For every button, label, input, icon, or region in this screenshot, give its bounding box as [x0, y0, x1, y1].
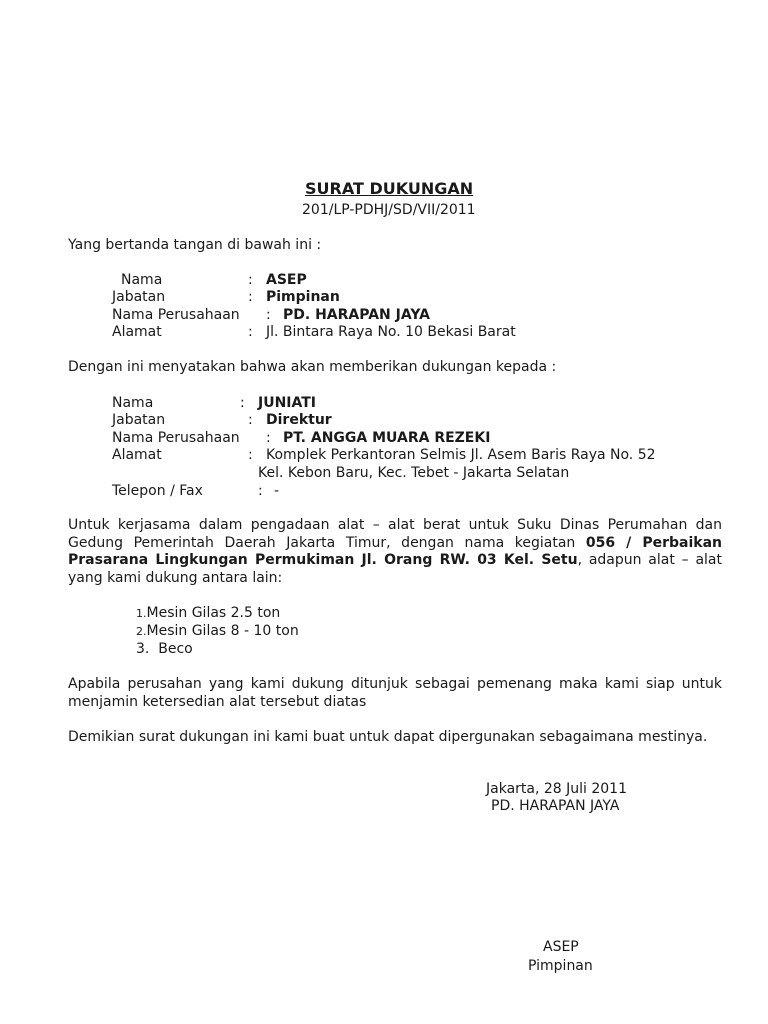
equipment-item: [136, 640, 193, 658]
recipient-address-label: Alamat: [112, 447, 162, 463]
recipient-position-label: Jabatan: [112, 412, 166, 428]
equipment-item: [136, 604, 280, 623]
equipment-item: [136, 622, 299, 641]
colon: :: [248, 324, 253, 340]
signature-company: PD. HARAPAN JAYA: [491, 798, 620, 814]
guarantee-paragraph: Apabila perusahan yang kami dukung ditunjuk sebagai pemenang maka kami siap untuk menjamin ketersedian alat tersebut diatas: [68, 676, 722, 710]
signer-name-label: Nama: [121, 272, 163, 288]
statement-text: Dengan ini menyatakan bahwa akan memberikan dukungan kepada :: [68, 359, 557, 375]
recipient-phone-label: Telepon / Fax: [112, 483, 203, 499]
activity-name: 056 / Perbaikan Prasarana Lingkungan Permukiman Jl. Orang RW. 03 Kel. Setu: [68, 534, 722, 569]
recipient-name-label: Nama: [112, 395, 154, 411]
recipient-company-label: Nama Perusahaan: [112, 430, 240, 446]
colon: :: [266, 430, 271, 446]
signer-company-label: Nama Perusahaan: [112, 307, 240, 323]
item-number: 3.: [136, 641, 150, 657]
colon: :: [248, 447, 253, 463]
signer-address: Jl. Bintara Raya No. 10 Bekasi Barat: [266, 324, 516, 340]
intro-text: Yang bertanda tangan di bawah ini :: [68, 237, 322, 253]
letter-title: SURAT DUKUNGAN: [305, 179, 474, 198]
item-label: Beco: [158, 641, 193, 657]
letter-number: 201/LP-PDHJ/SD/VII/2011: [302, 202, 476, 218]
signer-address-label: Alamat: [112, 324, 162, 340]
recipient-address-line2: Kel. Kebon Baru, Kec. Tebet - Jakarta Selatan: [258, 465, 570, 481]
colon: :: [266, 307, 271, 323]
colon: :: [240, 395, 245, 411]
colon: :: [258, 483, 263, 499]
closing-paragraph: Demikian surat dukungan ini kami buat untuk dapat dipergunakan sebagaimana mestinya.: [68, 729, 708, 745]
recipient-phone: -: [274, 483, 280, 499]
item-number: 1.: [136, 607, 147, 620]
item-number: 2.: [136, 625, 147, 638]
purpose-text-end: , adapun alat – alat yang kami dukung antara lain:: [68, 552, 722, 587]
item-label: Mesin Gilas 2.5 ton: [146, 605, 281, 621]
colon: :: [248, 412, 253, 428]
signer-position: Pimpinan: [266, 289, 340, 305]
purpose-text: Untuk kerjasama dalam pengadaan alat – alat berat untuk Suku Dinas Perumahan dan Gedung Pemerintah Daerah Jakarta Timur, dengan nama kegiatan: [68, 517, 722, 551]
recipient-company: PT. ANGGA MUARA REZEKI: [283, 430, 491, 446]
recipient-address-line1: Komplek Perkantoran Selmis Jl. Asem Baris Raya No. 52: [266, 447, 656, 463]
colon: :: [248, 289, 253, 305]
item-label: Mesin Gilas 8 - 10 ton: [146, 623, 299, 639]
signer-position-label: Jabatan: [112, 289, 166, 305]
recipient-name: JUNIATI: [258, 395, 317, 411]
colon: :: [248, 272, 253, 288]
place-date: Jakarta, 28 Juli 2011: [486, 781, 627, 797]
signer-company: PD. HARAPAN JAYA: [283, 307, 430, 323]
purpose-paragraph: [68, 517, 722, 588]
signature-position: Pimpinan: [528, 958, 593, 974]
recipient-position: Direktur: [266, 412, 332, 428]
signature-name: ASEP: [543, 939, 579, 955]
signer-name: ASEP: [266, 272, 307, 288]
